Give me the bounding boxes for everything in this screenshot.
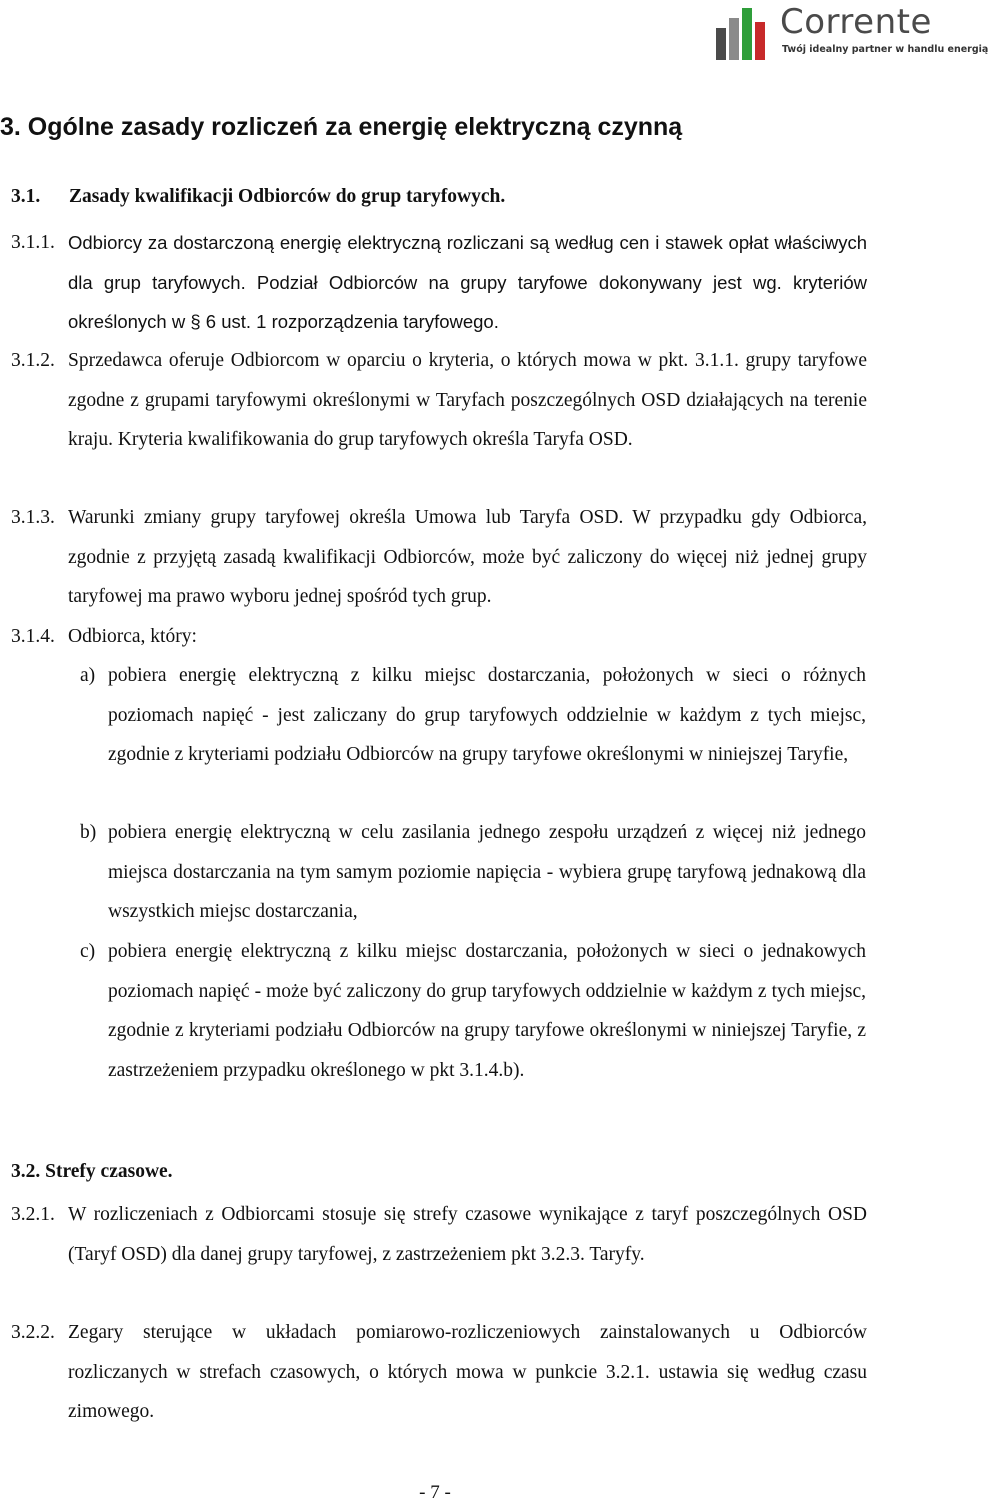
list-marker: b) — [80, 822, 97, 843]
subsection-title: Zasady kwalifikacji Odbiorców do grup taryfowych. — [69, 186, 506, 207]
paragraph-text: Odbiorcy za dostarczoną energię elektryczną rozliczani są według cen i stawek opłat właściwych dla grup taryfowych. Podział Odbiorców na grupy taryfowe dokonywany jest wg. kryteriów określonych w § 6 ust. 1 rozporządzenia taryfowego. — [68, 232, 867, 332]
paragraph-3-2-1 — [11, 1195, 867, 1274]
logo-tagline: Twój idealny partner w handlu energią — [782, 44, 988, 55]
paragraph-number: 3.1.3. — [11, 507, 55, 528]
paragraph-3-2-2 — [11, 1313, 867, 1432]
paragraph-3-1-4 — [11, 617, 867, 657]
paragraph-number: 3.1.4. — [11, 626, 55, 647]
list-item-text: pobiera energię elektryczną z kilku miejsc dostarczania, położonych w sieci o różnych poziomach napięć - jest zaliczany do grup taryfowych oddzielnie w każdym z tych miejsc, zgodnie z kryteriami podziału Odbiorców na grupy taryfowe określonymi w niniejszej Taryfie, — [108, 665, 866, 765]
page-number: - 7 - — [419, 1482, 451, 1503]
logo-name: Corrente — [780, 2, 932, 42]
subsection-number: 3.1. — [11, 186, 41, 207]
paragraph-number: 3.2.2. — [11, 1322, 55, 1343]
paragraph-3-1-3 — [11, 498, 867, 617]
list-item-a — [80, 656, 866, 775]
paragraph-text: Sprzedawca oferuje Odbiorcom w oparciu o kryteria, o których mowa w pkt. 3.1.1. grupy taryfowe zgodne z grupami taryfowymi określonymi w Taryfach poszczególnych OSD działających na terenie kraju. Kryteria kwalifikowania do grup taryfowych określa Taryfa OSD. — [68, 350, 867, 450]
list-marker: a) — [80, 665, 96, 686]
paragraph-3-1-2 — [11, 341, 867, 460]
paragraph-text: W rozliczeniach z Odbiorcami stosuje się strefy czasowe wynikające z taryf poszczególnych OSD (Taryf OSD) dla danej grupy taryfowej, z zastrzeżeniem pkt 3.2.3. Taryfy. — [68, 1204, 867, 1265]
list-item-b — [80, 813, 866, 932]
paragraph-text: Warunki zmiany grupy taryfowej określa Umowa lub Taryfa OSD. W przypadku gdy Odbiorca, zgodnie z przyjętą zasadą kwalifikacji Odbiorców, może być zaliczony do więcej niż jednej grupy taryfowej ma prawo wyboru jednej spośród tych grup. — [68, 507, 867, 607]
subsection-3-2 — [11, 1161, 173, 1183]
list-marker: c) — [80, 941, 96, 962]
subsection-number: 3.2. — [11, 1161, 41, 1182]
subsection-3-1 — [11, 186, 505, 208]
paragraph-number: 3.1.2. — [11, 350, 55, 371]
paragraph-number: 3.1.1. — [11, 232, 55, 253]
list-item-text: pobiera energię elektryczną w celu zasilania jednego zespołu urządzeń z więcej niż jednego miejsca dostarczania na tym samym poziomie napięcia - wybiera grupę taryfową jednakową dla wszystkich miejsc dostarczania, — [108, 822, 866, 922]
list-item-c — [80, 932, 866, 1090]
section-title: 3. Ogólne zasady rozliczeń za energię elektryczną czynną — [0, 113, 683, 141]
list-item-text: pobiera energię elektryczną z kilku miejsc dostarczania, położonych w sieci o jednakowych poziomach napięć - może być zaliczony do grup taryfowych oddzielnie w każdym z tych miejsc, zgodnie z kryteriami podziału Odbiorców na grupy taryfowe określonymi w niniejszej Taryfie, z zastrzeżeniem przypadku określonego w pkt 3.1.4.b). — [108, 941, 866, 1081]
paragraph-3-1-1 — [11, 223, 867, 342]
subsection-title: Strefy czasowe. — [45, 1161, 173, 1182]
corrente-logo — [714, 2, 988, 68]
paragraph-text: Odbiorca, który: — [68, 626, 197, 647]
paragraph-text: Zegary sterujące w układach pomiarowo-rozliczeniowych zainstalowanych u Odbiorców rozliczanych w strefach czasowych, o których mowa w punkcie 3.2.1. ustawia się według czasu zimowego. — [68, 1322, 867, 1422]
bar-chart-logo-icon — [714, 4, 774, 60]
paragraph-number: 3.2.1. — [11, 1204, 55, 1225]
